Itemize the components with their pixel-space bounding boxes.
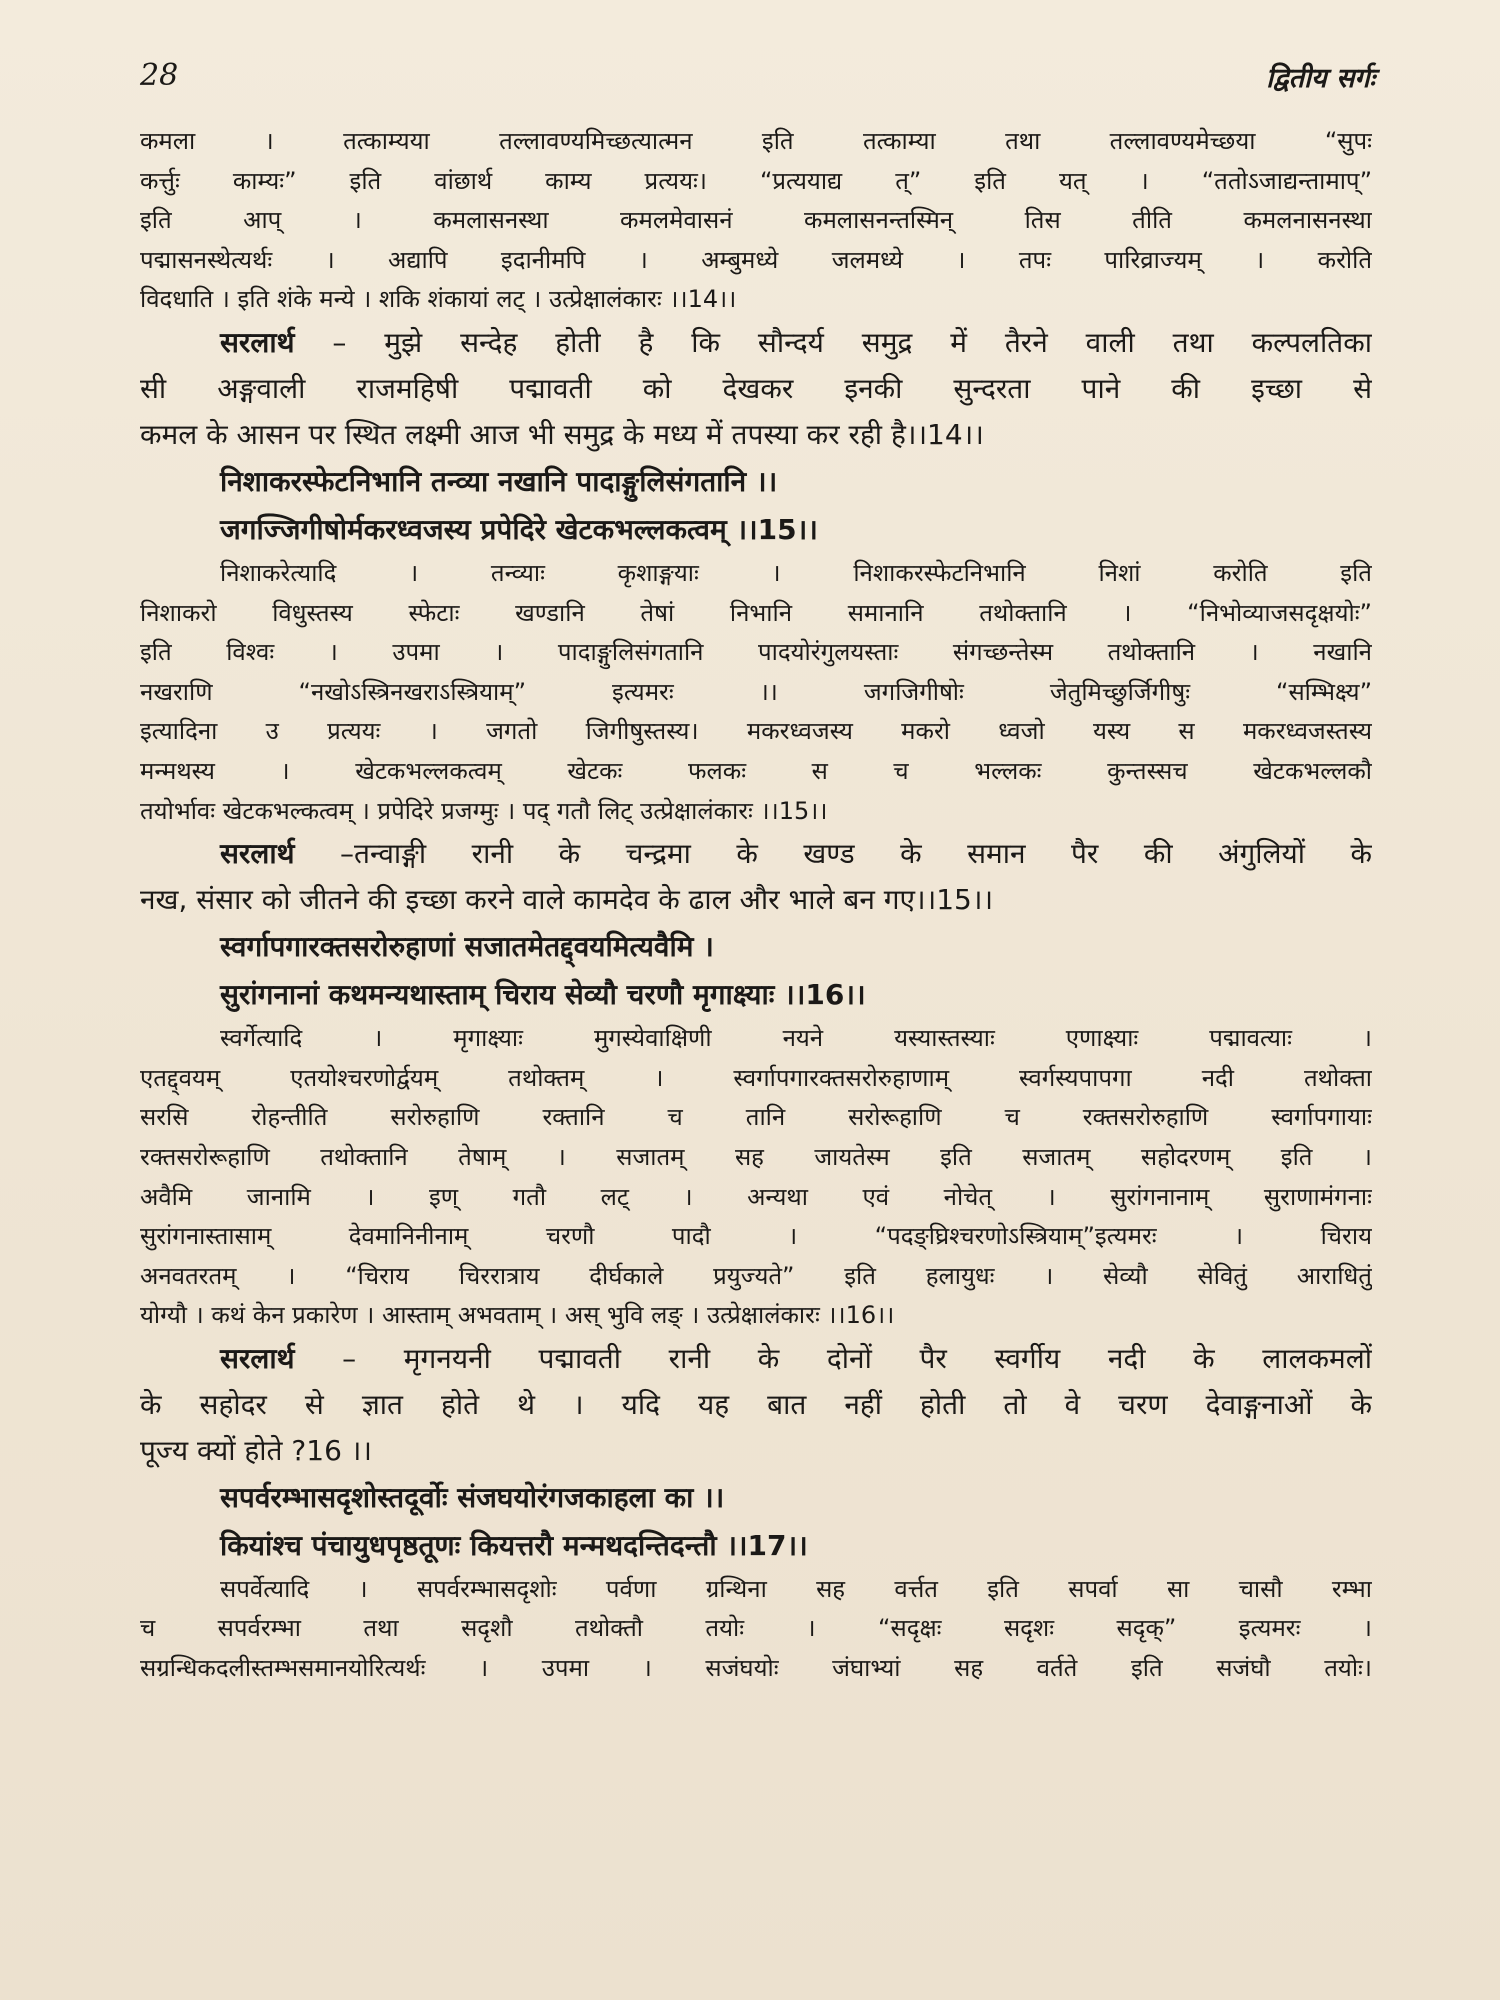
verse-line: निशाकरस्फेटनिभानि तन्व्या नखानि पादाङ्गुलिसंगतानि ।। [220,464,778,498]
commentary-line: कर्त्तुः काम्यः” इति वांछार्थ काम्य प्रत्ययः। “प्रत्ययाद्य त्” इति यत् । “ततोऽजाद्यन्तामाप्” [140,166,1372,195]
meaning-line: कमल के आसन पर स्थित लक्ष्मी आज भी समुद्र के मध्य में तपस्या कर रही है।।14।। [140,417,984,451]
meaning-line: नख, संसार को जीतने की इच्छा करने वाले कामदेव के ढाल और भाले बन गए।।15।। [140,883,994,917]
meaning-line: सी अङ्गवाली राजमहिषी पद्मावती को देखकर इनकी सुन्दरता पाने की इच्छा से [140,371,1372,405]
commentary-line: विदधाति । इति शंके मन्ये । शकि शंकायां लट् । उत्प्रेक्षालंकारः ।।14।। [140,285,737,314]
meaning-line: सरलार्थ – मुझे सन्देह होती है कि सौन्दर्य समुद्र में तैरने वाली तथा कल्पलतिका [220,325,1372,359]
verse-line: सपर्वरम्भासदृशोस्तदूर्वोः संजघयोरंगजकाहला का ।। [220,1480,725,1514]
verse-line: कियांश्च पंचायुधपृष्ठतूणः कियत्तरौ मन्मथदन्तिदन्तौ ।।17।। [220,1528,808,1562]
commentary-line: सुरांगनास्तासाम् देवमानिनीनाम् चरणौ पादौ । “पदङ्घ्रिश्चरणोऽस्त्रियाम्”इत्यमरः । चिराय [140,1222,1372,1251]
meaning-line: सरलार्थ – मृगनयनी पद्मावती रानी के दोनों पैर स्वर्गीय नदी के लालकमलों [220,1341,1372,1375]
page-body [140,122,1372,1689]
commentary-line: नखराणि “नखोऽस्त्रिनखराऽस्त्रियाम्” इत्यमरः ।। जगजिगीषोः जेतुमिच्छुर्जिगीषुः “सम्भिक्ष्य” [140,677,1372,706]
commentary-line: इति विश्वः । उपमा । पादाङ्गुलिसंगतानि पादयोरंगुलयस्ताः संगच्छन्तेस्म तथोक्तानि । नखानि [140,638,1372,667]
verse-line: जगज्जिगीषोर्मकरध्वजस्य प्रपेदिरे खेटकभल्लकत्वम् ।।15।। [220,512,818,546]
meaning-label: सरलार्थ [220,1341,295,1375]
commentary-line: मन्मथस्य । खेटकभल्लकत्वम् खेटकः फलकः स च भल्लकः कुन्तस्सच खेटकभल्लकौ [140,756,1372,785]
verse-line: स्वर्गापगारक्तसरोरुहाणां सजातमेतद्द्वयमित्यवैमि । [220,930,714,964]
commentary-line: सपर्वेत्यादि । सपर्वरम्भासदृशोः पर्वणा ग्रन्थिना सह वर्त्तत इति सपर्वा सा चासौ रम्भा [220,1574,1372,1603]
chapter-title: द्वितीय सर्गः [1266,63,1375,94]
commentary-line: कमला । तत्काम्यया तल्लावण्यमिच्छत्यात्मन इति तत्काम्या तथा तल्लावण्यमेच्छया “सुपः [140,127,1372,155]
commentary-line: अवैमि जानामि । इण् गतौ लट् । अन्यथा एवं नोचेत् । सुरांगनानाम् सुराणामंगनाः [140,1182,1372,1211]
commentary-line: पद्मासनस्थेत्यर्थः । अद्यापि इदानीमपि । अम्बुमध्ये जलमध्ये । तपः पारिव्राज्यम् । करोति [140,245,1372,274]
commentary-line: अनवतरतम् । “चिराय चिररात्राय दीर्घकाले प्रयुज्यते” इति हलायुधः । सेव्यौ सेवितुं आराधितुं [140,1261,1372,1290]
commentary-line: योग्यौ । कथं केन प्रकारेण । आस्ताम् अभवताम् । अस् भुवि लङ् । उत्प्रेक्षालंकारः ।।16।। [140,1301,895,1330]
commentary-line: स्वर्गेत्यादि । मृगाक्ष्याः मुगस्येवाक्षिणी नयने यस्यास्तस्याः एणाक्ष्याः पद्मावत्याः । [220,1024,1372,1053]
commentary-line: रक्तसरोरूहाणि तथोक्तानि तेषाम् । सजातम् सह जायतेस्म इति सजातम् सहोदरणम् इति । [140,1142,1372,1171]
verse-line: सुरांगनानां कथमन्यथास्ताम् चिराय सेव्यौ चरणौ मृगाक्ष्याः ।।16।। [220,978,866,1012]
commentary-line: तयोर्भावः खेटकभल्कत्वम् । प्रपेदिरे प्रजग्मुः । पद् गतौ लिट् उत्प्रेक्षालंकारः ।।15।। [140,796,828,825]
meaning-label: सरलार्थ [220,837,295,871]
commentary-line: एतद्द्वयम् एतयोश्चरणोर्द्वयम् तथोक्तम् । स्वर्गापगारक्तसरोरुहाणाम् स्वर्गस्यपापगा नदी तथोक्ता [140,1063,1372,1092]
page-number: 28 [140,58,179,93]
commentary-line: इत्यादिना उ प्रत्ययः । जगतो जिगीषुस्तस्य। मकरध्वजस्य मकरो ध्वजो यस्य स मकरध्वजस्तस्य [140,717,1372,746]
commentary-line: च सपर्वरम्भा तथा सदृशौ तथोक्तौ तयोः । “सदृक्षः सदृशः सदृक्” इत्यमरः । [140,1614,1372,1643]
commentary-line: सरसि रोहन्तीति सरोरुहाणि रक्तानि च तानि सरोरूहाणि च रक्तसरोरुहाणि स्वर्गापगायाः [140,1103,1372,1132]
commentary-line: निशाकरेत्यादि । तन्व्याः कृशाङ्गयाः । निशाकरस्फेटनिभानि निशां करोति इति [220,558,1372,587]
page-header [140,58,1375,108]
commentary-line: सग्रन्धिकदलीस्तम्भसमानयोरित्यर्थः । उपमा । सजंघयोः जंघाभ्यां सह वर्तते इति सजंघौ तयोः। [140,1654,1372,1683]
meaning-label: सरलार्थ [220,325,295,359]
meaning-line: पूज्य क्यों होते ?16 ।। [140,1433,373,1467]
commentary-line: इति आप् । कमलासनस्था कमलमेवासनं कमलासनन्तस्मिन् तिस तीति कमलनासनस्था [140,206,1372,235]
commentary-line: निशाकरो विधुस्तस्य स्फेटाः खण्डानि तेषां निभानि समानानि तथोक्तानि । “निभोव्याजसदृक्षयोः” [140,598,1372,627]
meaning-line: के सहोदर से ज्ञात होते थे । यदि यह बात नहीं होती तो वे चरण देवाङ्गनाओं के [140,1387,1372,1421]
meaning-line: सरलार्थ –तन्वाङ्गी रानी के चन्द्रमा के खण्ड के समान पैर की अंगुलियों के [220,837,1372,871]
